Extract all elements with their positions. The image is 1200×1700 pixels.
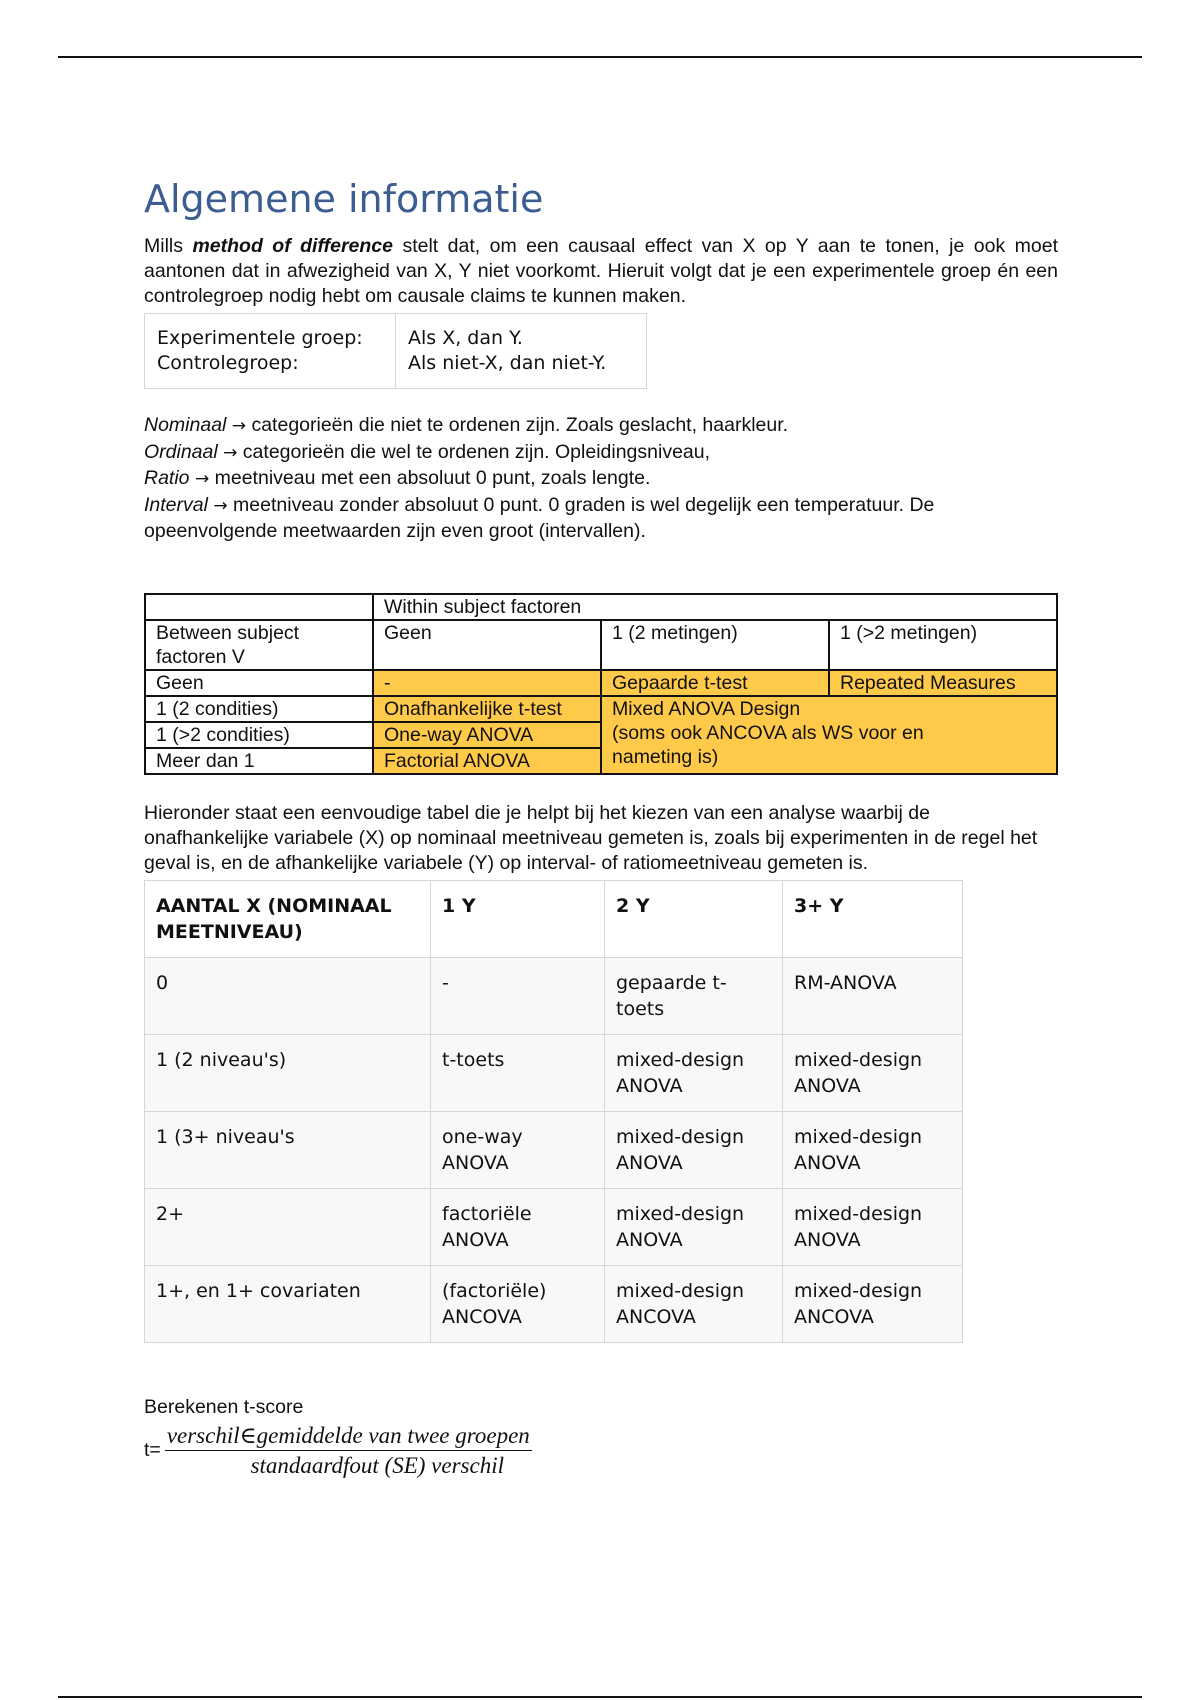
choose-cell: 1+, en 1+ covariaten [145,1265,431,1342]
choose-cell: 1 (2 niveau's) [145,1034,431,1111]
document-body [144,176,1058,1480]
choose-cell: gepaarde t-toets [605,957,783,1034]
choose-cell: (factoriële) ANCOVA [431,1265,605,1342]
design-corner-cell [145,594,373,620]
choose-cell: mixed-design ANOVA [605,1111,783,1188]
table-row [145,1188,963,1265]
header-rule [58,56,1142,58]
groups-left-cell [145,314,396,389]
measurement-levels [144,413,1058,545]
intro-paragraph [144,234,1058,309]
tscore-formula [144,1421,1058,1480]
table-row [145,957,963,1034]
choose-header-2y: 2 Y [605,880,783,957]
intro-text: stelt dat, om een causaal effect van X op Y aan te tonen, je ook moet aantonen dat in afwezigheid van X, Y niet voorkomt. Hieruit volgt dat je een experimentele groep én een controlegroep nodig hebt om causale claims te kunnen maken. [144,235,1058,307]
mixed-anova-cell [601,696,1057,774]
formula-fraction [165,1421,532,1480]
col-header-3-metingen: 1 (>2 metingen) [829,620,1057,670]
level-nominal [144,413,1058,440]
page-title: Algemene informatie [144,177,544,221]
formula-numerator: verschil∈gemiddelde van twee groepen [165,1421,532,1451]
row-label: 1 (>2 condities) [145,722,373,748]
mixed-line: (soms ook ANCOVA als WS voor en [612,721,924,744]
mixed-line: nameting is) [612,745,719,768]
row-label: Geen [145,670,373,696]
table-row [145,1265,963,1342]
choose-cell: 0 [145,957,431,1034]
footer-rule [58,1696,1142,1698]
mixed-line: Mixed ANOVA Design [612,697,801,720]
level-text: categorieën die wel te ordenen zijn. Opleidingsniveau, [237,440,711,463]
choose-intro: Hieronder staat een eenvoudige tabel die je helpt bij het kiezen van een analyse waarbij de onafhankelijke variabele (X) op nominaal meetniveau gemeten is, zoals bij experimenten in de regel het geval is, en de afhankelijke variabele (Y) op interval- of ratiomeetniveau gemeten is. [144,801,1038,874]
arrow-icon: → [231,416,247,436]
choose-cell: mixed-design ANCOVA [783,1265,963,1342]
analysis-choice-table [144,880,963,1343]
choose-cell: mixed-design ANOVA [605,1034,783,1111]
design-cell: - [373,670,601,696]
level-ratio [144,466,1058,493]
choose-cell: RM-ANOVA [783,957,963,1034]
groups-table [144,313,647,389]
level-text: meetniveau met een absoluut 0 punt, zoals lengte. [209,467,651,489]
experimental-group-label: Experimentele groep: [157,327,363,349]
groups-right-cell [396,314,647,389]
choose-cell: - [431,957,605,1034]
choose-cell: factoriële ANOVA [431,1188,605,1265]
formula-lhs: t= [144,1439,161,1461]
intro-prefix: Mills [144,235,193,257]
col-header-geen: Geen [373,620,601,670]
level-ordinal [144,440,1058,467]
level-interval [144,493,1058,545]
choose-cell: mixed-design ANOVA [605,1188,783,1265]
choose-cell: mixed-design ANOVA [783,1034,963,1111]
level-term: Interval [144,493,208,516]
choose-cell: one-way ANOVA [431,1111,605,1188]
design-cell: Gepaarde t-test [601,670,829,696]
design-cell: One-way ANOVA [373,722,601,748]
row-label: 1 (2 condities) [145,696,373,722]
choose-cell: mixed-design ANOVA [783,1188,963,1265]
col-header-2-metingen: 1 (2 metingen) [601,620,829,670]
choose-header-x: AANTAL X (NOMINAAL MEETNIVEAU) [145,880,431,957]
level-term: Nominaal [144,414,227,436]
choose-header-3y: 3+ Y [783,880,963,957]
level-term: Ordinaal [144,440,218,463]
control-group-rule: Als niet-X, dan niet-Y. [408,352,607,374]
design-table [144,593,1058,775]
between-header: Between subject factoren V [145,620,373,670]
row-label: Meer dan 1 [145,748,373,774]
choose-cell: t-toets [431,1034,605,1111]
choose-header-1y: 1 Y [431,880,605,957]
choose-cell: mixed-design ANCOVA [605,1265,783,1342]
choose-cell: 2+ [145,1188,431,1265]
arrow-icon: → [194,469,210,489]
design-cell: Repeated Measures [829,670,1057,696]
design-cell: Onafhankelijke t-test [373,696,601,722]
choose-cell: mixed-design ANOVA [783,1111,963,1188]
control-group-label: Controlegroep: [157,352,299,374]
table-row [145,1111,963,1188]
arrow-icon: → [213,495,228,516]
table-row [145,1034,963,1111]
arrow-icon: → [223,442,238,463]
experimental-group-rule: Als X, dan Y. [408,327,523,349]
tscore-section [144,1395,1058,1480]
level-text: meetniveau zonder absoluut 0 punt. 0 graden is wel degelijk een temperatuur. De opeenvolgende meetwaarden zijn even groot (intervallen). [144,493,935,542]
choose-cell: 1 (3+ niveau's [145,1111,431,1188]
tscore-label: Berekenen t-score [144,1395,304,1418]
level-text: categorieën die niet te ordenen zijn. Zoals geslacht, haarkleur. [246,414,789,436]
formula-denominator: standaardfout (SE) verschil [250,1452,504,1478]
intro-emphasis: method of difference [192,235,393,257]
level-term: Ratio [144,467,190,489]
design-cell: Factorial ANOVA [373,748,601,774]
within-header: Within subject factoren [373,594,1057,620]
